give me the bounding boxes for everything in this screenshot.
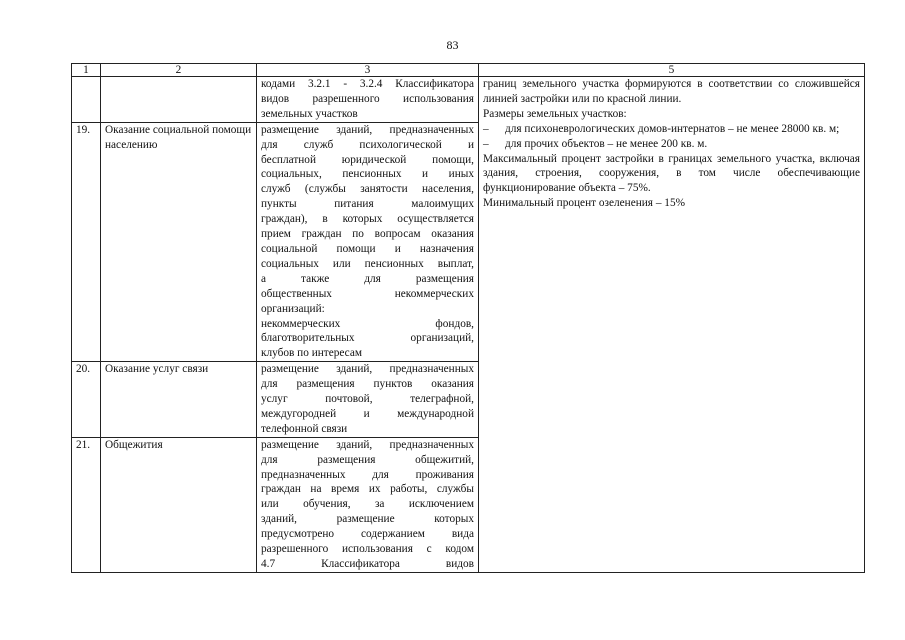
description-line: для служб психологической и xyxy=(261,138,474,151)
page-number: 83 xyxy=(446,38,459,52)
description-line: междугородней и международной xyxy=(261,407,474,420)
bullet-text: для прочих объектов – не менее 200 кв. м. xyxy=(505,137,708,150)
description-line: бесплатной юридической помощи, xyxy=(261,153,474,166)
parameters-cell xyxy=(479,77,865,573)
parameters-bullet xyxy=(483,122,860,137)
description-line: 4.7 Классификатора видов xyxy=(261,558,474,570)
description-line: клубов по интересам xyxy=(261,347,362,360)
parameters-paragraph: границ земельного участка формируются в соответствии со сложившейся линией застройки или по красной линии. xyxy=(483,78,860,105)
parameters-bullet xyxy=(483,137,860,152)
description-line: для размещения пунктов оказания xyxy=(261,378,474,391)
parameters-paragraph: Минимальный процент озеленения – 15% xyxy=(483,197,685,210)
description-line: предназначенных для проживания xyxy=(261,468,474,481)
description-line: размещение зданий, предназначенных xyxy=(261,438,474,451)
description-line: видов разрешенного использования xyxy=(261,92,474,105)
description-line: служб (службы занятости населения, xyxy=(261,183,474,196)
description-line: кодами 3.2.1 - 3.2.4 Классификатора xyxy=(261,78,474,90)
row-name xyxy=(101,77,257,123)
table-header-row xyxy=(72,64,865,77)
parameters-paragraph: Максимальный процент застройки в границах земельного участка, включая здания, строения, сооружения, в том числе обеспечивающие функционирование объекта – 75%. xyxy=(483,152,860,195)
row-name: Общежития xyxy=(101,437,257,572)
description-line: социальных или пенсионных выплат, xyxy=(261,257,474,270)
description-line: или обучения, за исключением xyxy=(261,498,474,511)
description-line: граждан), в которых осуществляется xyxy=(261,213,474,226)
description-line: организаций: xyxy=(261,302,325,315)
description-line: социальной помощи и назначения xyxy=(261,242,474,255)
description-line: некоммерческих фондов, xyxy=(261,317,474,330)
row-description xyxy=(257,122,479,362)
description-line: разрешенного использования с кодом xyxy=(261,543,474,556)
description-line: телефонной связи xyxy=(261,422,348,435)
description-line: зданий, размещение которых xyxy=(261,513,474,526)
bullet-text: для психоневрологических домов-интернатов – не менее 28000 кв. м; xyxy=(505,122,840,135)
row-number: 19. xyxy=(72,122,101,362)
description-line: для размещения общежитий, xyxy=(261,453,474,466)
table-row xyxy=(72,77,865,123)
description-line: граждан на время их работы, службы xyxy=(261,483,474,496)
description-line: а также для размещения xyxy=(261,272,474,285)
description-line: услуг почтовой, телеграфной, xyxy=(261,393,474,406)
header-cell-1: 1 xyxy=(72,64,101,77)
row-description xyxy=(257,437,479,572)
row-number xyxy=(72,77,101,123)
dash-marker: – xyxy=(483,137,489,150)
header-cell-2: 2 xyxy=(101,64,257,77)
description-line: земельных участков xyxy=(261,107,358,120)
row-name: Оказание социальной помощи населению xyxy=(101,122,257,362)
description-line: предусмотрено содержанием вида xyxy=(261,528,474,541)
header-cell-3: 3 xyxy=(257,64,479,77)
description-line: прием граждан по вопросам оказания xyxy=(261,228,474,241)
description-line: размещение зданий, предназначенных xyxy=(261,123,474,136)
description-line: благотворительных организаций, xyxy=(261,332,474,345)
description-line: размещение зданий, предназначенных xyxy=(261,363,474,376)
row-number: 21. xyxy=(72,437,101,572)
dash-marker: – xyxy=(483,122,489,135)
row-description xyxy=(257,362,479,438)
row-name: Оказание услуг связи xyxy=(101,362,257,438)
description-line: социальных, пенсионных и иных xyxy=(261,168,474,181)
parameters-paragraph: Размеры земельных участков: xyxy=(483,107,627,120)
row-number: 20. xyxy=(72,362,101,438)
description-line: пункты питания малоимущих xyxy=(261,198,474,211)
row-description xyxy=(257,77,479,123)
header-cell-5: 5 xyxy=(479,64,865,77)
regulations-table xyxy=(71,63,865,573)
description-line: общественных некоммерческих xyxy=(261,287,474,300)
